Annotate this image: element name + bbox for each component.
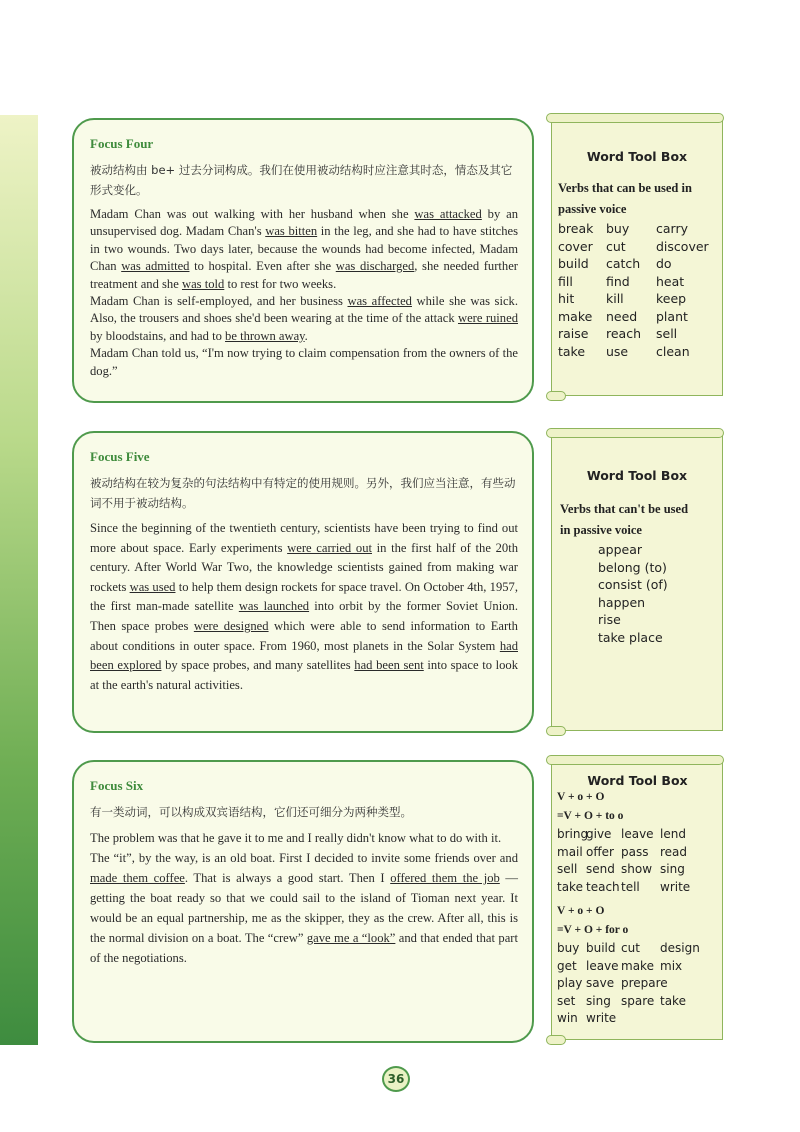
passive-phrase: be thrown away xyxy=(225,328,305,343)
word-item: build xyxy=(558,256,589,271)
word-item: lend xyxy=(660,827,686,841)
word-item: take place xyxy=(598,629,663,645)
word-item: reach xyxy=(606,326,642,341)
word-item: break xyxy=(558,221,594,236)
word-item: cut xyxy=(621,941,640,955)
focus-four-paragraph-3 xyxy=(90,345,518,380)
passive-phrase: was launched xyxy=(238,599,310,614)
passive-phrase: was attacked xyxy=(414,207,482,221)
word-item: buy xyxy=(606,221,630,236)
word-list xyxy=(560,541,714,646)
word-item: bring xyxy=(557,827,589,841)
text-run: Madam Chan is self-employed, and her business xyxy=(90,294,348,309)
text-run: , she needed further treatment and she xyxy=(90,259,518,291)
text-run: in the first half of the 20th century. After World War Two, the knowledge scientists gained from making war rockets xyxy=(90,540,518,594)
text-run: which were able to send information to Earth about conditions in outer space. From 1960, most planets in the Solar System xyxy=(90,618,518,653)
word-item: sell xyxy=(656,326,678,341)
word-tool-box-six xyxy=(551,762,723,1040)
focus-five-paragraph xyxy=(90,519,518,695)
passive-phrase: was admitted xyxy=(121,259,190,274)
text-run: — getting the boat ready so that we could sail to the island of Tioman next year. It would be an equal partnership, me as the skipper, they as the crew. After all, this is the normal division on a boat. The “crew” xyxy=(90,871,518,945)
focus-four-panel xyxy=(72,118,534,403)
word-item: tell xyxy=(621,879,640,894)
passive-phrase: gave me a “look” xyxy=(306,931,396,945)
word-item: cover xyxy=(558,238,593,254)
text-run: to help them design rockets for space travel. On October 4th, 1957, the first man-made satellite xyxy=(90,579,519,614)
text-run: into space to look at the earth's natural activities. xyxy=(90,658,518,692)
focus-six-chinese-note: 有一类动词，可以构成双宾语结构，它们还可细分为两种类型。 xyxy=(90,805,412,819)
tool-box-subtitle: Verbs that can't be used xyxy=(560,502,689,516)
word-item: offer xyxy=(586,844,614,859)
word-item: use xyxy=(606,343,629,359)
word-item: buy xyxy=(557,941,580,955)
word-item: take xyxy=(660,993,686,1008)
scroll-bottom-curl xyxy=(546,1035,566,1045)
word-item: keep xyxy=(656,291,687,306)
word-list xyxy=(558,220,716,360)
word-item xyxy=(660,1010,700,1028)
word-item: hit xyxy=(558,291,575,306)
focus-six-paragraph-2 xyxy=(90,848,518,968)
word-item: cut xyxy=(606,238,626,254)
word-item: appear xyxy=(598,542,643,557)
passive-phrase: were carried out xyxy=(287,540,372,555)
word-item: catch xyxy=(606,256,641,271)
word-item: win xyxy=(557,1011,578,1025)
word-item: rise xyxy=(598,612,621,627)
scroll-top-curl xyxy=(546,755,724,765)
text-run: by an unsupervised dog. Madam Chan's xyxy=(90,207,519,239)
tool-box-subtitle: Verbs that can be used in xyxy=(558,181,692,195)
side-color-bar xyxy=(0,115,38,1045)
word-item: find xyxy=(606,273,630,289)
word-item: mail xyxy=(557,844,583,859)
scroll-top-curl xyxy=(546,428,724,438)
text-run: by bloodstains, and had to xyxy=(90,328,226,343)
word-item: clean xyxy=(656,343,690,359)
word-list xyxy=(557,826,718,896)
word-item: sing xyxy=(586,993,611,1008)
word-item: sell xyxy=(557,862,578,876)
text-run: while she was sick. Also, the trousers and shoes she'd been wearing at the time of the attack xyxy=(90,294,518,326)
word-item: read xyxy=(660,844,688,859)
word-item: get xyxy=(557,958,577,973)
passive-phrase: was discharged xyxy=(335,259,415,274)
passive-phrase: were ruined xyxy=(457,311,518,326)
word-item: do xyxy=(656,256,672,271)
text-run: into orbit by the former Soviet Union. Then space probes xyxy=(90,599,518,633)
word-item: pass xyxy=(621,844,649,859)
pattern-formula: =V + O + to o xyxy=(557,810,624,822)
focus-six-panel xyxy=(72,760,534,1043)
word-item: plant xyxy=(656,308,688,324)
passive-phrase: had been sent xyxy=(354,658,424,673)
word-item: teach xyxy=(586,879,620,894)
word-item: need xyxy=(606,308,638,324)
word-tool-box-five xyxy=(551,435,723,731)
text-run: . That is always a good start. Then I xyxy=(184,871,391,885)
word-item: kill xyxy=(606,291,624,306)
text-run: Since the beginning of the twentieth century, scientists have been trying to find out more about space. Early experiments xyxy=(90,521,518,555)
word-item: spare xyxy=(621,993,655,1008)
word-item: send xyxy=(586,862,615,876)
passive-phrase: was used xyxy=(129,579,176,594)
pattern-formula: V + o + O xyxy=(557,791,605,803)
word-item: set xyxy=(557,993,576,1008)
word-item: happen xyxy=(598,594,646,610)
word-item xyxy=(660,975,700,993)
focus-five-panel xyxy=(72,431,534,733)
focus-four-title: Focus Four xyxy=(90,136,154,151)
word-tool-box-four xyxy=(551,120,723,396)
word-item: take xyxy=(557,879,583,894)
word-item: prepare xyxy=(621,976,668,990)
word-tool-box-title: Word Tool Box xyxy=(587,773,688,788)
word-item: make xyxy=(558,308,593,324)
word-item: take xyxy=(558,343,586,359)
word-item: consist (of) xyxy=(598,577,668,592)
word-item: leave xyxy=(586,958,619,973)
passive-phrase: was bitten xyxy=(265,224,318,239)
text-run: in the leg, and she had to have stitches in two wounds. Two days later, because the wounds had become infected, Madam Chan xyxy=(90,224,518,274)
focus-six-paragraph-1 xyxy=(90,828,518,848)
word-item: fill xyxy=(558,273,573,289)
text-run: Madam Chan was out walking with her husband when she xyxy=(90,207,415,221)
tool-box-subtitle: passive voice xyxy=(558,202,627,216)
word-tool-box-title: Word Tool Box xyxy=(586,149,688,164)
pattern-formula: =V + O + for o xyxy=(557,924,629,936)
word-item: raise xyxy=(558,326,589,341)
scroll-bottom-curl xyxy=(546,726,566,736)
word-item: heat xyxy=(656,273,685,289)
passive-phrase: were designed xyxy=(193,618,269,633)
text-run: Madam Chan told us, “I'm now trying to claim compensation from the owners of the dog.” xyxy=(90,346,518,378)
word-item: mix xyxy=(660,958,683,973)
scroll-bottom-curl xyxy=(546,391,566,401)
text-run: The “it”, by the way, is an old boat. First I decided to invite some friends over and xyxy=(90,851,518,865)
word-item: carry xyxy=(656,221,688,236)
word-item: make xyxy=(621,958,654,973)
word-item: write xyxy=(586,1011,617,1025)
passive-phrase: was told xyxy=(181,276,225,291)
passive-phrase: offered them the job xyxy=(390,871,500,885)
focus-five-chinese-note: 被动结构在较为复杂的句法结构中有特定的使用规则。另外，我们应当注意，有些动词不用于被动结构。 xyxy=(90,476,516,510)
focus-four-paragraph-1 xyxy=(90,206,518,293)
text-run: The problem was that he gave it to me and I really didn't know what to do with it. xyxy=(90,831,502,845)
focus-four-chinese-note: 被动结构由 be+ 过去分词构成。我们在使用被动结构时应注意其时态，情态及其它形式变化。 xyxy=(90,163,513,197)
passive-phrase: made them coffee xyxy=(90,871,185,885)
word-item: leave xyxy=(621,827,654,841)
passive-phrase: was affected xyxy=(347,294,412,309)
text-run: to hospital. Even after she xyxy=(189,259,336,274)
text-run: by space probes, and many satellites xyxy=(161,658,355,673)
word-list xyxy=(557,940,718,1028)
word-item: discover xyxy=(656,238,709,254)
passive-phrase: had been explored xyxy=(90,638,518,673)
word-item: sing xyxy=(660,862,685,876)
focus-six-title: Focus Six xyxy=(90,778,144,793)
text-run: to rest for two weeks. xyxy=(224,276,337,291)
pattern-formula: V + o + O xyxy=(557,905,605,917)
word-item: save xyxy=(586,976,615,990)
word-item xyxy=(621,1010,658,1028)
word-item: build xyxy=(586,941,616,955)
word-item: play xyxy=(557,976,583,990)
word-item: write xyxy=(660,879,691,894)
word-item: design xyxy=(660,941,700,955)
word-item: show xyxy=(621,862,653,876)
text-run: . xyxy=(304,328,308,343)
focus-four-paragraph-2 xyxy=(90,293,518,345)
word-item: belong (to) xyxy=(598,559,667,575)
page-number: 36 xyxy=(382,1066,410,1092)
focus-five-title: Focus Five xyxy=(90,449,150,464)
text-run: and that ended that part of the negotiations. xyxy=(90,931,518,965)
scroll-top-curl xyxy=(546,113,724,123)
tool-box-subtitle: in passive voice xyxy=(560,523,642,537)
word-tool-box-title: Word Tool Box xyxy=(586,468,688,483)
word-item: give xyxy=(586,827,612,841)
